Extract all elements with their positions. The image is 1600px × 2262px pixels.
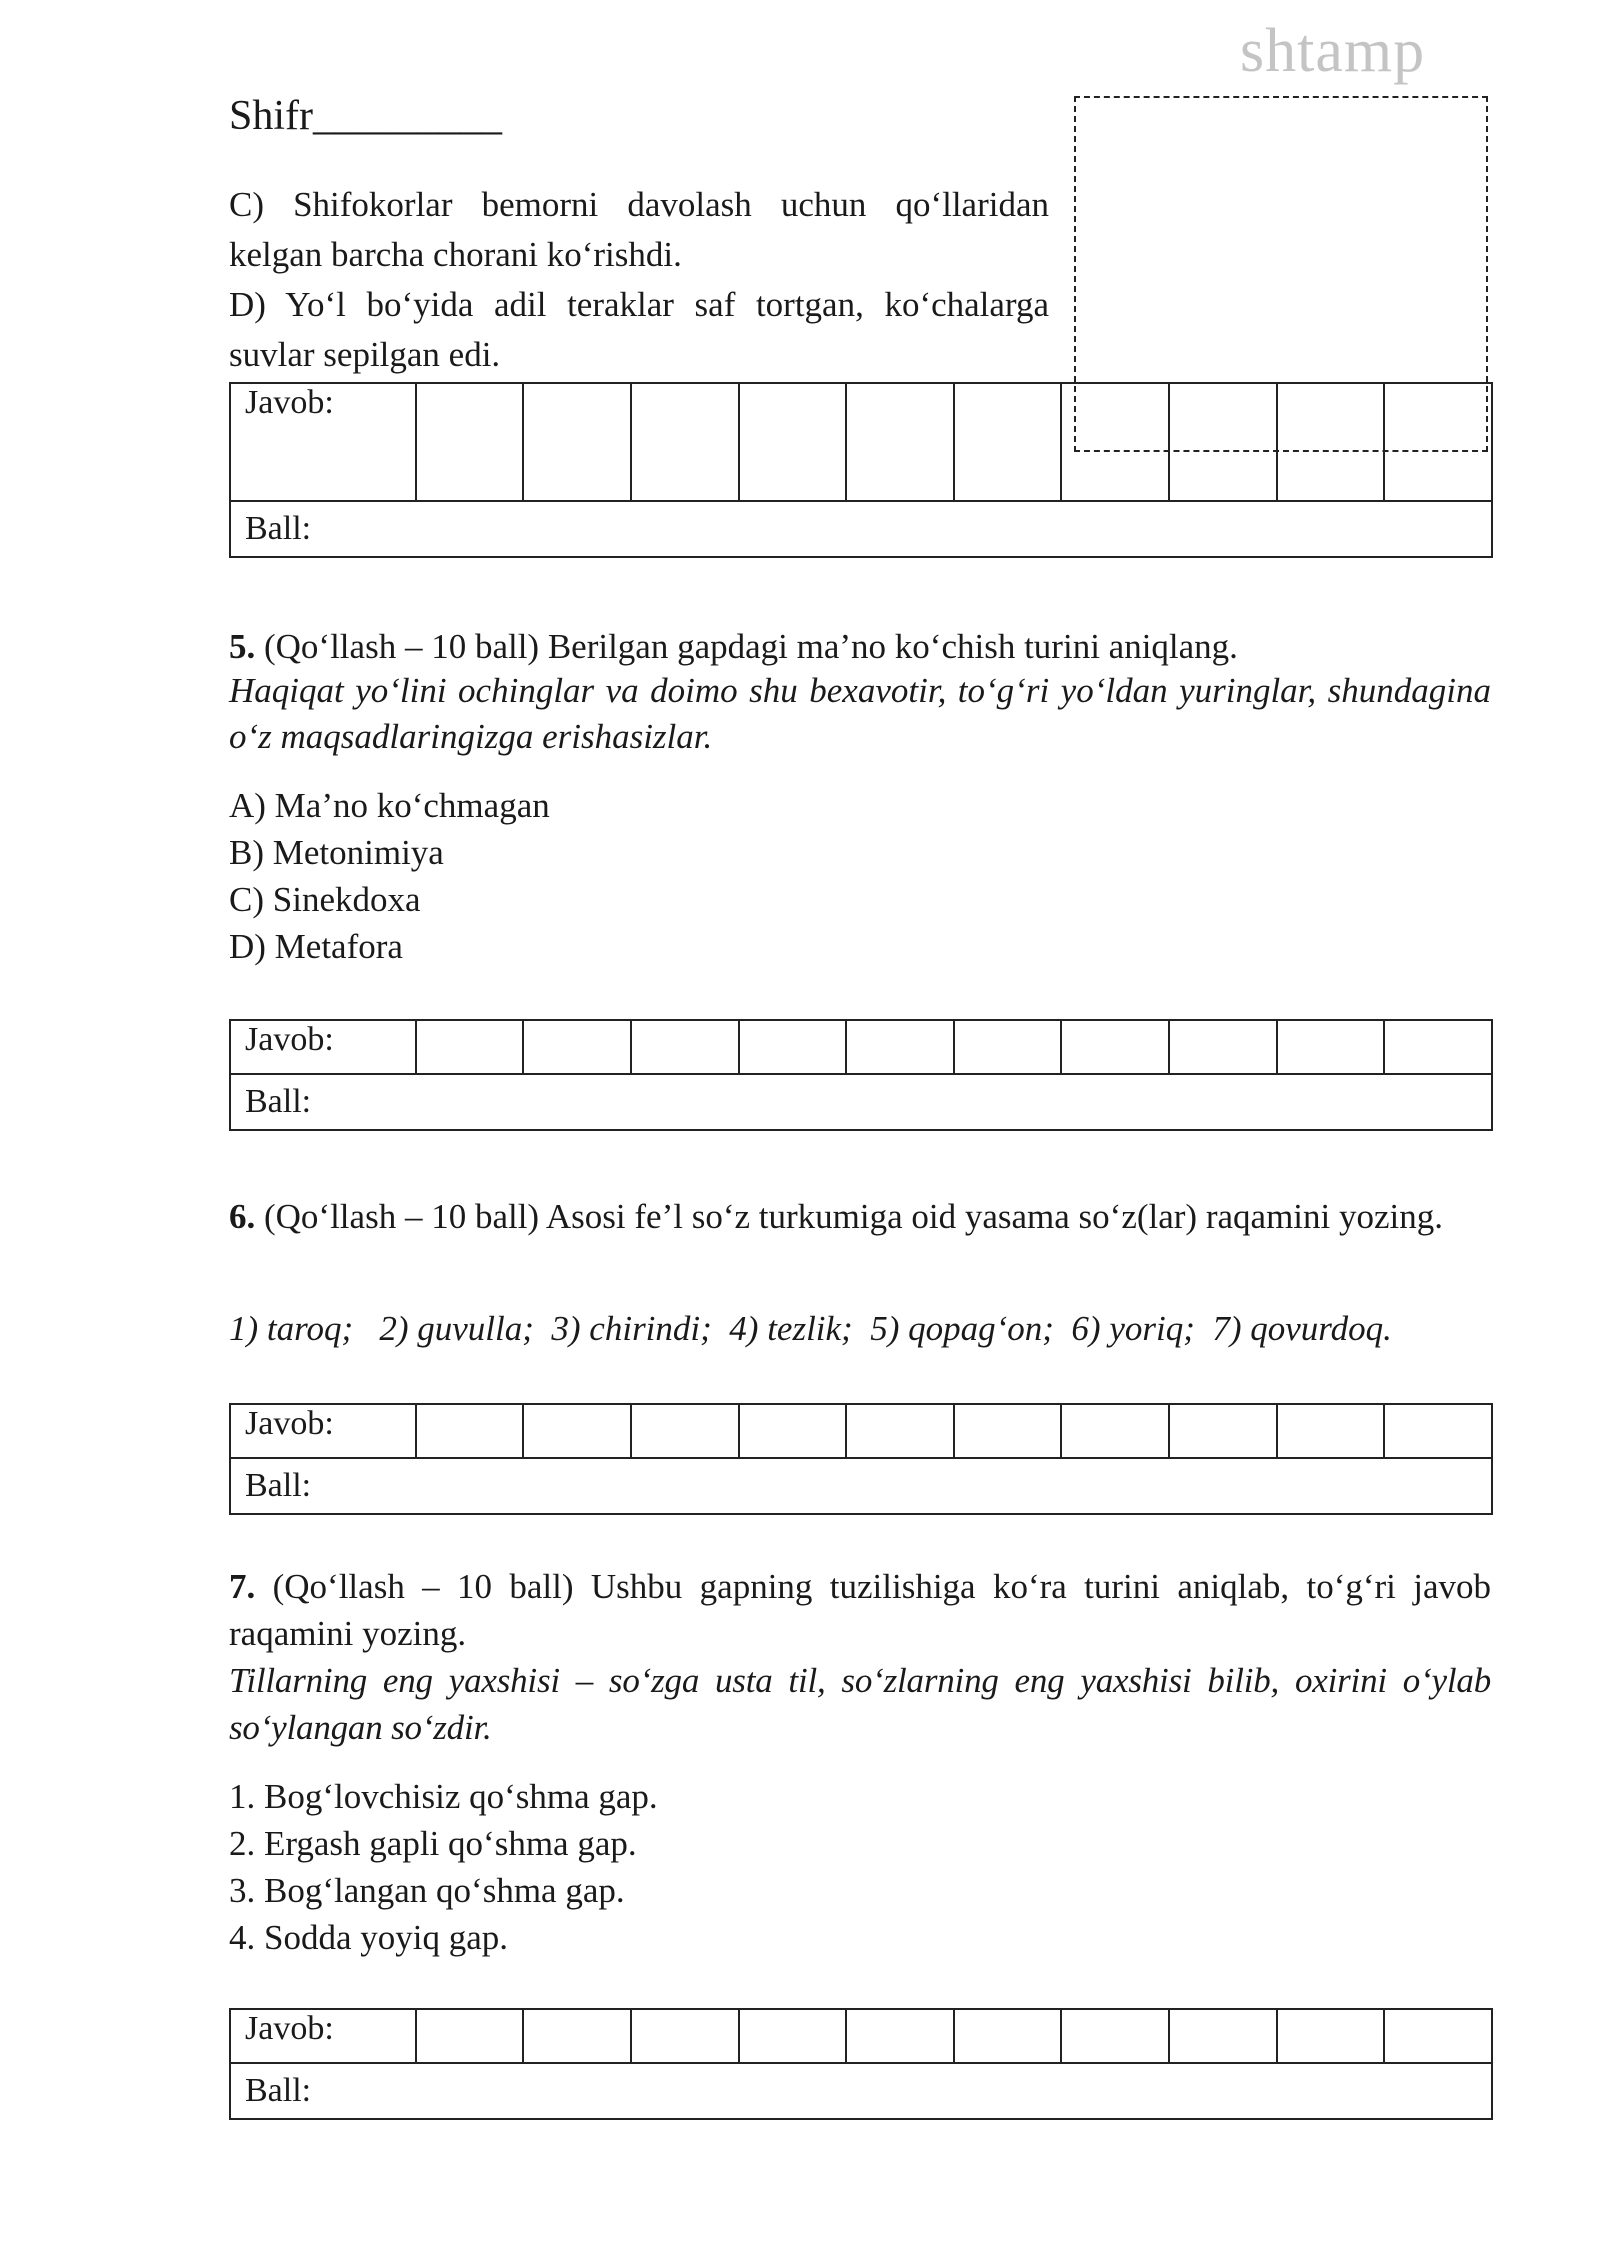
ball-label[interactable]: Ball: [230, 1458, 1492, 1514]
q5-option-a: A) Ma’no ko‘chmagan [229, 786, 550, 825]
q7-option-4: 4. Sodda yoyiq gap. [229, 1918, 509, 1957]
stamp-box [1074, 96, 1488, 452]
q6-answer-table [229, 1403, 1493, 1515]
q4-option-c: C) Shifokorlar bemorni davolash uchun qo‘llaridan kelgan barcha chorani ko‘rishdi. [229, 185, 1049, 274]
q7-prompt-text: (Qo‘llash – 10 ball) Ushbu gapning tuzilishiga ko‘ra turini aniqlab, to‘g‘ri javob raqamini yozing. [229, 1567, 1491, 1653]
q7-option-3: 3. Bog‘langan qo‘shma gap. [229, 1871, 625, 1910]
q5-sentence: Haqiqat yo‘lini ochinglar va doimo shu bexavotir, to‘g‘ri yo‘ldan yuringlar, shundagina o‘z maqsadlaringizga erishasizlar. [229, 671, 1491, 756]
q7-option-1: 1. Bog‘lovchisiz qo‘shma gap. [229, 1777, 658, 1816]
q6-number: 6. [229, 1197, 256, 1236]
answer-cell[interactable] [523, 383, 631, 501]
ball-label[interactable]: Ball: [230, 1074, 1492, 1130]
answer-cell[interactable] [1277, 1020, 1385, 1074]
q4-option-d: D) Yo‘l bo‘yida adil teraklar saf tortgan, ko‘chalarga suvlar sepilgan edi. [229, 285, 1049, 374]
cipher-field[interactable]: Shifr_________ [229, 93, 502, 139]
stamp-label: shtamp [1240, 17, 1426, 85]
answer-cell[interactable] [1061, 1020, 1169, 1074]
answer-cell[interactable] [1384, 2009, 1492, 2063]
answer-cell[interactable] [1277, 2009, 1385, 2063]
answer-cell[interactable] [631, 1020, 739, 1074]
answer-cell[interactable] [954, 383, 1062, 501]
ball-label[interactable]: Ball: [230, 501, 1492, 557]
answer-cell[interactable] [631, 1404, 739, 1458]
answer-cell[interactable] [846, 1404, 954, 1458]
answer-cell[interactable] [416, 1020, 524, 1074]
q7-option-2: 2. Ergash gapli qo‘shma gap. [229, 1824, 637, 1863]
q5-option-c: C) Sinekdoxa [229, 880, 421, 919]
javob-label: Javob: [230, 383, 416, 501]
q5-option-d: D) Metafora [229, 927, 403, 966]
answer-cell[interactable] [1061, 1404, 1169, 1458]
answer-cell[interactable] [1277, 1404, 1385, 1458]
answer-cell[interactable] [739, 1020, 847, 1074]
answer-cell[interactable] [954, 1404, 1062, 1458]
answer-cell[interactable] [739, 1404, 847, 1458]
answer-cell[interactable] [631, 383, 739, 501]
answer-cell[interactable] [846, 2009, 954, 2063]
answer-cell[interactable] [631, 2009, 739, 2063]
answer-cell[interactable] [523, 2009, 631, 2063]
answer-cell[interactable] [846, 1020, 954, 1074]
q6-words: 1) taroq; 2) guvulla; 3) chirindi; 4) tezlik; 5) qopag‘on; 6) yoriq; 7) qovurdoq. [229, 1309, 1392, 1348]
answer-cell[interactable] [1169, 1404, 1277, 1458]
answer-cell[interactable] [416, 383, 524, 501]
q6-prompt-text: (Qo‘llash – 10 ball) Asosi fe’l so‘z turkumiga oid yasama so‘z(lar) raqamini yozing. [264, 1197, 1443, 1236]
javob-label: Javob: [230, 1404, 416, 1458]
q7-answer-table [229, 2008, 1493, 2120]
q6-prompt [229, 1192, 1491, 1242]
ball-label[interactable]: Ball: [230, 2063, 1492, 2119]
answer-cell[interactable] [1061, 2009, 1169, 2063]
answer-cell[interactable] [739, 383, 847, 501]
q5-option-b: B) Metonimiya [229, 833, 444, 872]
q5-answer-table [229, 1019, 1493, 1131]
q7-number: 7. [229, 1567, 256, 1606]
javob-label: Javob: [230, 1020, 416, 1074]
answer-cell[interactable] [1384, 1404, 1492, 1458]
javob-label: Javob: [230, 2009, 416, 2063]
answer-cell[interactable] [954, 2009, 1062, 2063]
answer-cell[interactable] [416, 1404, 524, 1458]
answer-cell[interactable] [739, 2009, 847, 2063]
q7-sentence: Tillarning eng yaxshisi – so‘zga usta til, so‘zlarning eng yaxshisi bilib, oxirini o‘ylab so‘ylangan so‘zdir. [229, 1661, 1491, 1747]
answer-cell[interactable] [523, 1020, 631, 1074]
q5-prompt-text: (Qo‘llash – 10 ball) Berilgan gapdagi ma’no ko‘chish turini aniqlang. [264, 627, 1238, 666]
q7-prompt [229, 1563, 1491, 1657]
answer-cell[interactable] [954, 1020, 1062, 1074]
q5-number: 5. [229, 627, 256, 666]
answer-cell[interactable] [846, 383, 954, 501]
q5-prompt [229, 622, 1491, 672]
answer-cell[interactable] [1169, 2009, 1277, 2063]
answer-cell[interactable] [1169, 1020, 1277, 1074]
answer-cell[interactable] [523, 1404, 631, 1458]
answer-cell[interactable] [1384, 1020, 1492, 1074]
answer-cell[interactable] [416, 2009, 524, 2063]
